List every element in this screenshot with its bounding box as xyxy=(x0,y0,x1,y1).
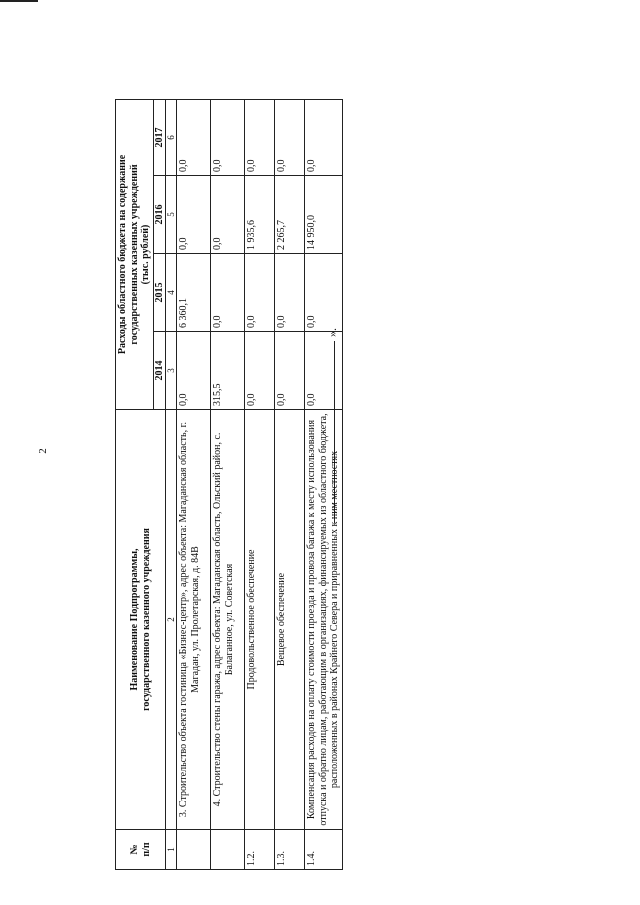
row-name: 3. Строительство объекта гостиница «Бизнес-центр», адрес объекта: Магаданская область, г. Магадан, ул. Пролетарская, д. 84В xyxy=(177,410,211,830)
row-num xyxy=(211,830,245,870)
row-num: 1.4. xyxy=(305,830,343,870)
header-name: Наименование Подпрограммы, государственного казенного учреждения xyxy=(116,410,166,830)
row-name: Вещевое обеспечение xyxy=(275,410,305,830)
index-cell: 1 xyxy=(166,830,177,870)
closing-quote: ». xyxy=(325,328,339,337)
rotated-table-container xyxy=(115,100,341,870)
row-name: Продовольственное обеспечение xyxy=(245,410,275,830)
index-cell: 3 xyxy=(166,332,177,410)
row-value: 2 265,7 xyxy=(275,176,305,254)
row-value: 0,0 xyxy=(305,332,343,410)
row-value: 0,0 xyxy=(275,99,305,175)
page-number: 2 xyxy=(36,448,49,454)
header-expenses: Расходы областного бюджета на содержание государственных казенных учреждений (тыс. рублей) xyxy=(116,99,154,409)
row-value: 0,0 xyxy=(275,254,305,332)
table-row xyxy=(211,99,245,869)
index-row xyxy=(166,99,177,869)
index-cell: 4 xyxy=(166,254,177,332)
table-row xyxy=(275,99,305,869)
row-value: 6 360,1 xyxy=(177,254,211,332)
row-value: 0,0 xyxy=(177,332,211,410)
row-value: 0,0 xyxy=(177,176,211,254)
index-cell: 2 xyxy=(166,410,177,830)
index-cell: 6 xyxy=(166,99,177,175)
row-value: 0,0 xyxy=(245,332,275,410)
header-row xyxy=(116,99,154,869)
table-row xyxy=(177,99,211,869)
year-2015: 2015 xyxy=(153,254,166,332)
row-value: 0,0 xyxy=(245,99,275,175)
year-2016: 2016 xyxy=(153,176,166,254)
row-value: 0,0 xyxy=(275,332,305,410)
row-num: 1.3. xyxy=(275,830,305,870)
row-name: Компенсация расходов на оплату стоимости проезда и провоза багажа к месту использования отпуска и обратно лицам, работающим в организациях, финансируемых из областного бюджета, расположенных в районах Крайнего Севера и приравненных к ним местностях xyxy=(305,410,343,830)
row-name: 4. Строительство стены гаража, адрес объекта: Магаданская область, Ольский район, с. Балаганное, ул. Советская xyxy=(211,410,245,830)
budget-table xyxy=(115,99,343,870)
row-value: 0,0 xyxy=(177,99,211,175)
row-value: 0,0 xyxy=(211,176,245,254)
row-value: 0,0 xyxy=(211,99,245,175)
top-rule xyxy=(0,0,38,2)
row-value: 14 950,0 xyxy=(305,176,343,254)
year-2017: 2017 xyxy=(153,99,166,175)
row-value: 0,0 xyxy=(211,254,245,332)
row-num: 1.2. xyxy=(245,830,275,870)
year-2014: 2014 xyxy=(153,332,166,410)
row-value: 0,0 xyxy=(305,254,343,332)
table-row xyxy=(245,99,275,869)
row-value: 1 935,6 xyxy=(245,176,275,254)
header-num: № п/п xyxy=(116,830,166,870)
row-value: 315,5 xyxy=(211,332,245,410)
row-value: 0,0 xyxy=(305,99,343,175)
table-row xyxy=(305,99,343,869)
row-value: 0,0 xyxy=(245,254,275,332)
index-cell: 5 xyxy=(166,176,177,254)
row-num xyxy=(177,830,211,870)
